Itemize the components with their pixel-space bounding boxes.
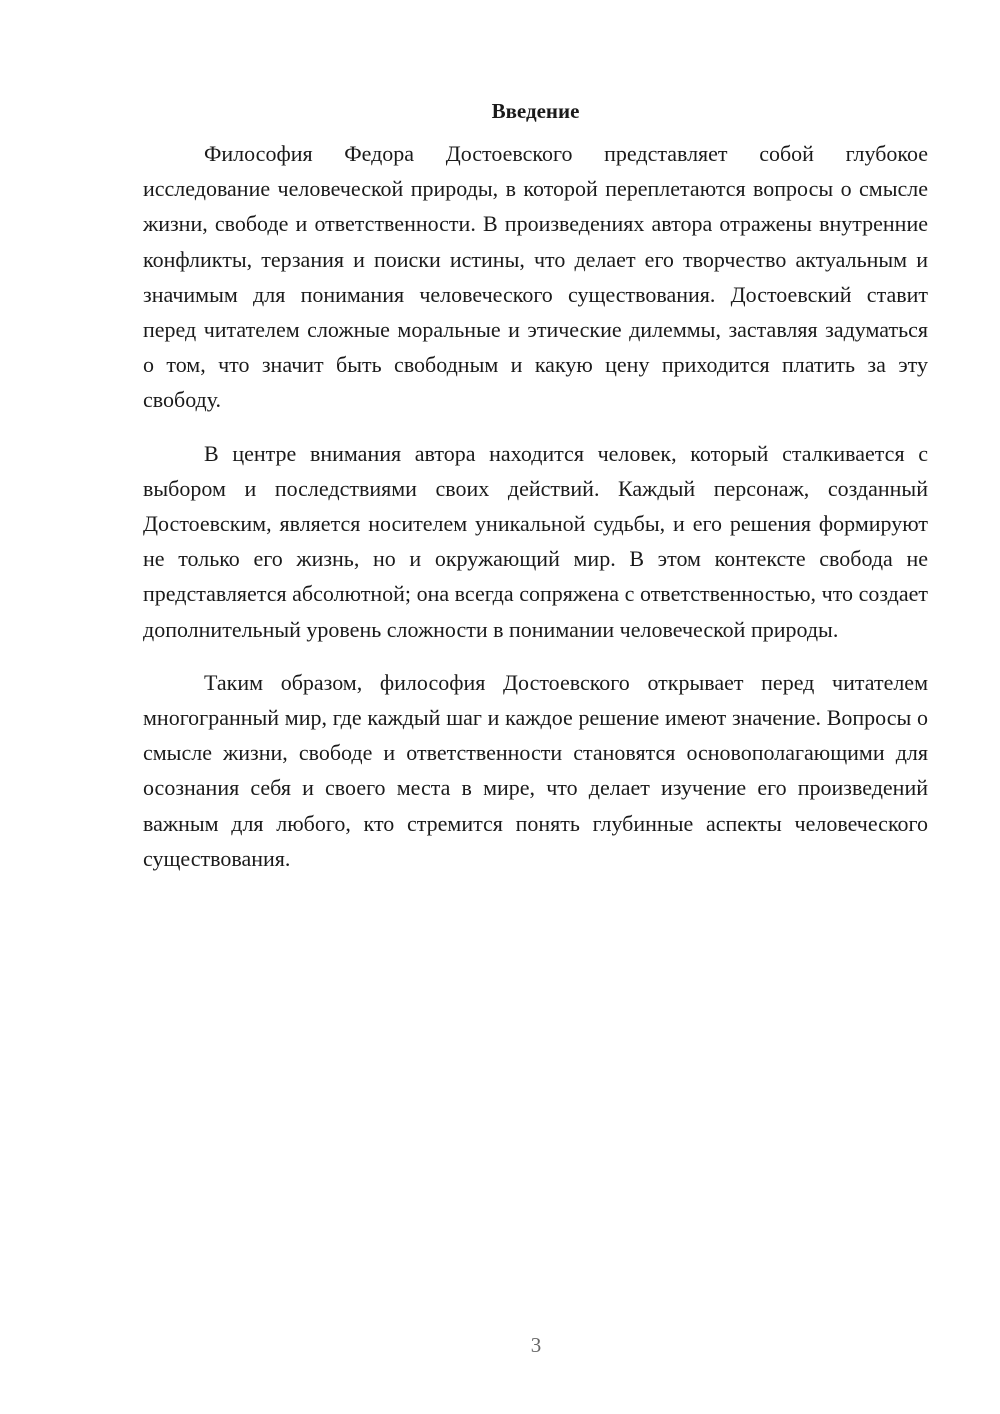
section-heading: Введение — [491, 99, 580, 123]
page-number: 3 — [530, 1333, 542, 1357]
page-content — [143, 96, 928, 894]
paragraph-2: В центре внимания автора находится человек, который сталкивается с выбором и последствиями своих действий. Каждый персонаж, созданный Достоевским, является носителем уникальной судьбы, и его решения формируют не только его жизнь, но и окружающий мир. В этом контексте свобода не представляется абсолютной; она всегда сопряжена с ответственностью, что создает дополнительный уровень сложности в понимании человеческой природы. — [143, 440, 928, 642]
paragraph-3: Таким образом, философия Достоевского открывает перед читателем многогранный мир, где каждый шаг и каждое решение имеют значение. Вопросы о смысле жизни, свободе и ответственности становятся основополагающими для осознания себя и своего места в мире, что делает изучение его произведений важным для любого, кто стремится понять глубинные аспекты человеческого существования. — [143, 669, 928, 871]
paragraph-1: Философия Федора Достоевского представляет собой глубокое исследование человеческой природы, в которой переплетаются вопросы о смысле жизни, свободе и ответственности. В произведениях автора отражены внутренние конфликты, терзания и поиски истины, что делает его творчество актуальным и значимым для понимания человеческого существования. Достоевский ставит перед читателем сложные моральные и этические дилеммы, заставляя задуматься о том, что значит быть свободным и какую цену приходится платить за эту свободу. — [143, 141, 928, 413]
